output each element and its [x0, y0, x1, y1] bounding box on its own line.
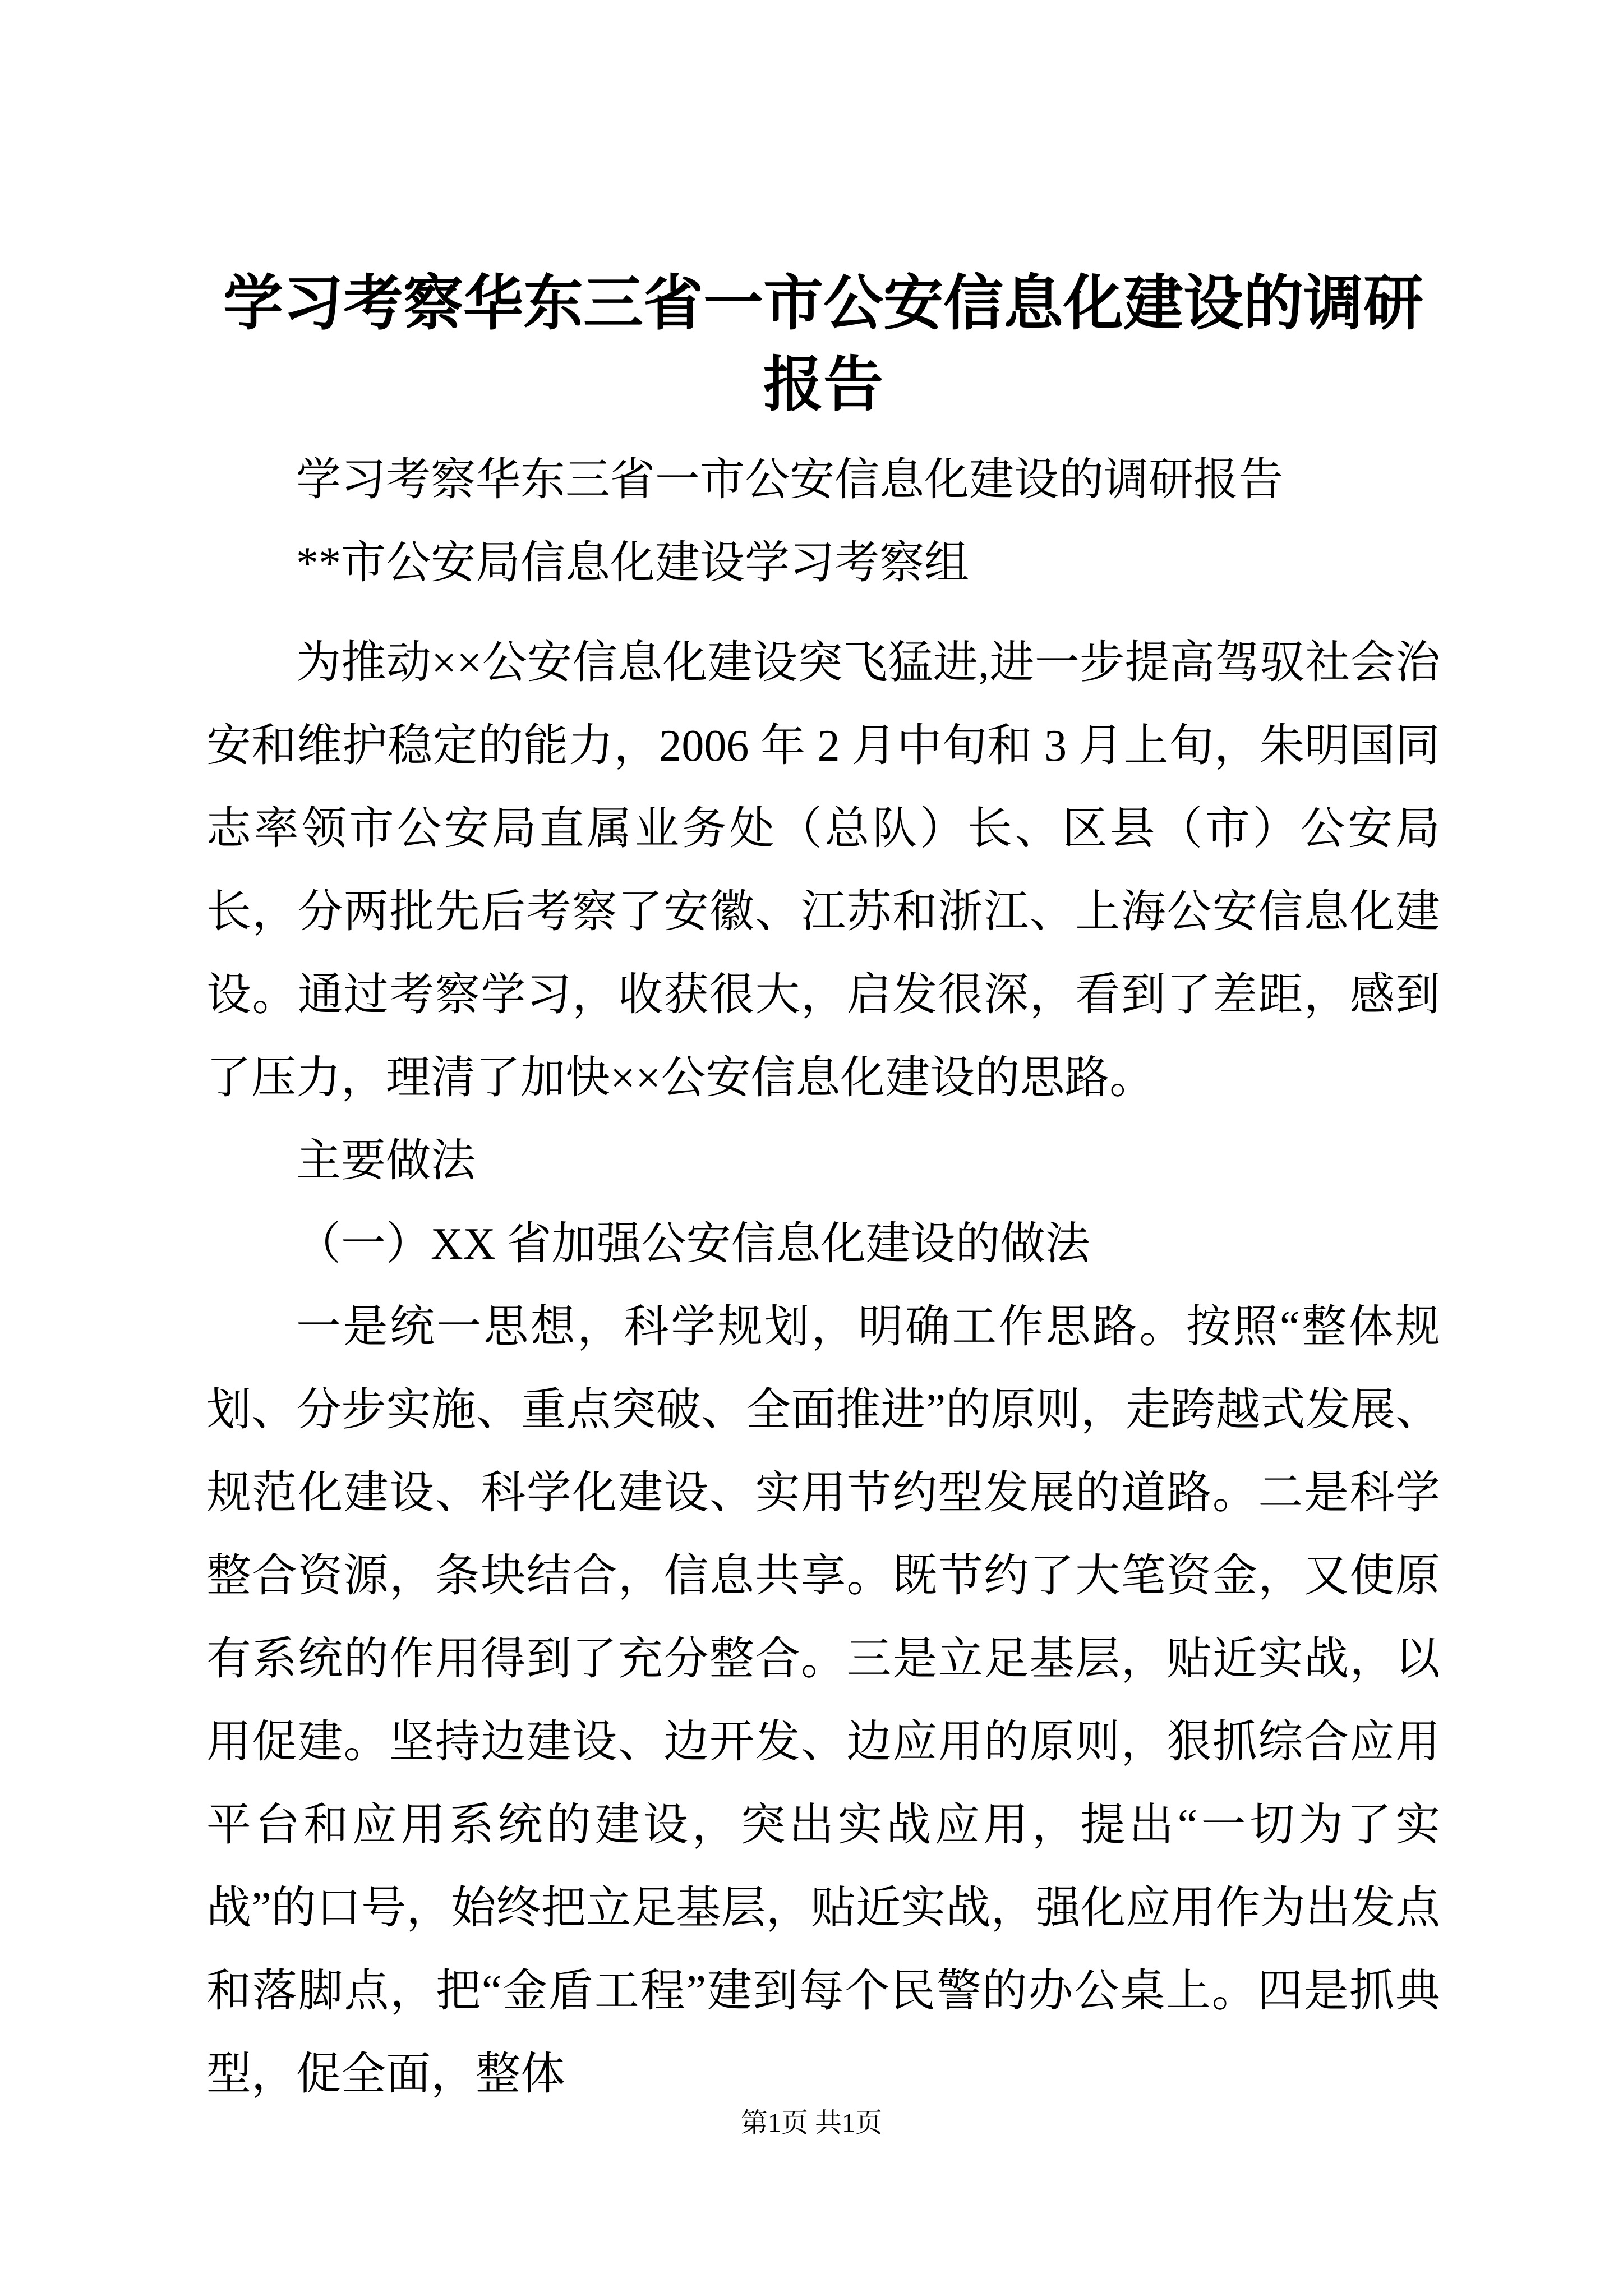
page-number-footer: 第1页 共1页 — [740, 2108, 882, 2138]
paragraph-subsection-heading: （一）XX 省加强公安信息化建设的做法 — [296, 1220, 1090, 1269]
document-title: 学习考察华东三省一市公安信息化建设的调研报告 — [223, 271, 1423, 418]
document-byline — [206, 439, 1440, 605]
document-content — [206, 0, 1440, 2116]
byline-title-line: 学习考察华东三省一市公安信息化建设的调研报告 — [296, 455, 1283, 505]
paragraph-section-heading: 主要做法 — [296, 1137, 476, 1186]
paragraph-practices: 一是统一思想，科学规划，明确工作思路。按照“整体规划、分步实施、重点突破、全面推进”的原则，走跨越式发展、规范化建设、科学化建设、实用节约型发展的道路。二是科学整合资源，条块结合，信息共享。既节约了大笔资金，又使原有系统的作用得到了充分整合。三是立足基层，贴近实战，以用促建。坚持边建设、边开发、边应用的原则，狠抓综合应用平台和应用系统的建设，突出实战应用，提出“一切为了实战”的口号，始终把立足基层，贴近实战，强化应用作为出发点和落脚点，把“金盾工程”建到每个民警的办公桌上。四是抓典型，促全面，整体 — [206, 1303, 1440, 2099]
paragraph-intro: 为推动××公安信息化建设突飞猛进,进一步提高驾驭社会治安和维护稳定的能力，2006 年 2 月中旬和 3 月上旬，朱明国同志率领市公安局直属业务处（总队）长、区县（市）公安局长，分两批先后考察了安徽、江苏和浙江、上海公安信息化建设。通过考察学习，收获很大，启发很深，看到了差距，感到了压力，理清了加快××公安信息化建设的思路。 — [206, 638, 1440, 1103]
byline-author-line: **市公安局信息化建设学习考察组 — [296, 539, 969, 588]
document-body — [206, 622, 1440, 2116]
